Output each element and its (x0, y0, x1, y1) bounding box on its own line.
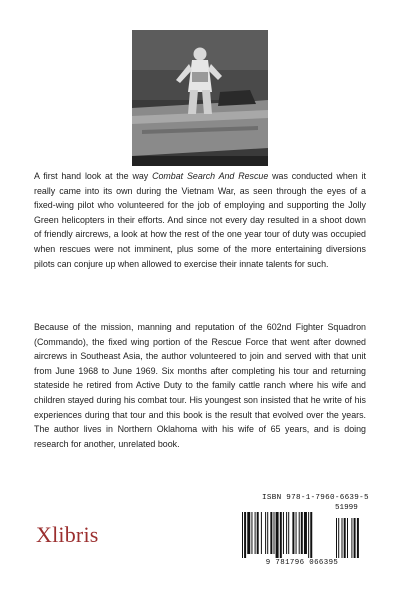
barcode-digits: 9 781796 066395 (265, 559, 339, 567)
barcode-bar (247, 512, 250, 554)
barcode-bar (255, 512, 256, 554)
blurb-intro-text: A first hand look at the way (34, 171, 153, 181)
barcode-bar (301, 512, 303, 554)
isbn-label: ISBN 978-1-7960-6639-5 (262, 494, 369, 502)
barcode-bar (267, 512, 268, 554)
barcode-bar (299, 512, 300, 554)
isbn-barcode (236, 490, 368, 576)
price-code: 51999 (335, 504, 358, 512)
barcode-addon-bar (336, 518, 337, 558)
barcode-bar (251, 512, 252, 554)
barcode-addon-bar (342, 518, 343, 558)
barcode-bar (280, 512, 282, 558)
barcode-bar (270, 512, 272, 554)
book-title-emphasis: Combat Search And Rescue (152, 171, 269, 181)
author-photo (132, 30, 268, 166)
barcode-bar (304, 512, 307, 554)
barcode-addon-bar (351, 518, 352, 558)
barcode-bar (242, 512, 243, 558)
barcode-addon-bar (347, 518, 348, 558)
barcode-bar (296, 512, 297, 554)
barcode-bar (257, 512, 259, 554)
barcode-bar (283, 512, 284, 554)
publisher-logo: Xlibris (36, 522, 99, 547)
pilot-with-aircraft-icon (132, 30, 268, 166)
barcode-bar (292, 512, 294, 554)
barcode-bar (244, 512, 246, 558)
barcode-bar (261, 512, 262, 554)
barcode-bar (265, 512, 266, 554)
barcode-bar (274, 512, 275, 554)
blurb-paragraph-2: Because of the mission, manning and reputation of the 602nd Fighter Squadron (Commando), the fixed wing portion of the Rescue Force that went after downed aircrews in Southeast Asia, the author volunteered to join and served with that unit from June 1968 to June 1969. Six months after completing his tour and returning stateside he retired from Active Duty to the family cattle ranch where his wife and children stayed during his combat tour. His youngest son insisted that he write of his experiences during that tour and this book is the result that evolved over the years. The author lives in Northern Oklahoma with his wife of 65 years, and is doing research for another, unrelated book. (34, 322, 366, 449)
blurb-paragraph-1 (34, 169, 366, 271)
barcode-addon-bar (357, 518, 359, 558)
barcode-addon-bar (338, 518, 339, 558)
barcode-bar (276, 512, 279, 558)
barcode-bars-icon (236, 512, 368, 558)
barcode-bar (288, 512, 289, 554)
barcode-bar (310, 512, 312, 558)
barcode-addon-bar (344, 518, 346, 558)
barcode-bar (286, 512, 287, 554)
barcode-bar (308, 512, 309, 558)
blurb-body-text: was conducted when it really came into its own during the Vietnam War, as seen through the eyes of a fixed-wing pilot who volunteered for the job of employing and supporting the Jolly Green helicopters in their efforts. And since not every day resulted in a shoot down of friendly aircrews, a look at how the rest of the one year tour of duty was occupied when rescues were not imminent, plus some of the more entertaining diversions pilots can conjure up when allowed to exercise their innate talents for such. (34, 171, 366, 269)
barcode-addon-bar (354, 518, 356, 558)
